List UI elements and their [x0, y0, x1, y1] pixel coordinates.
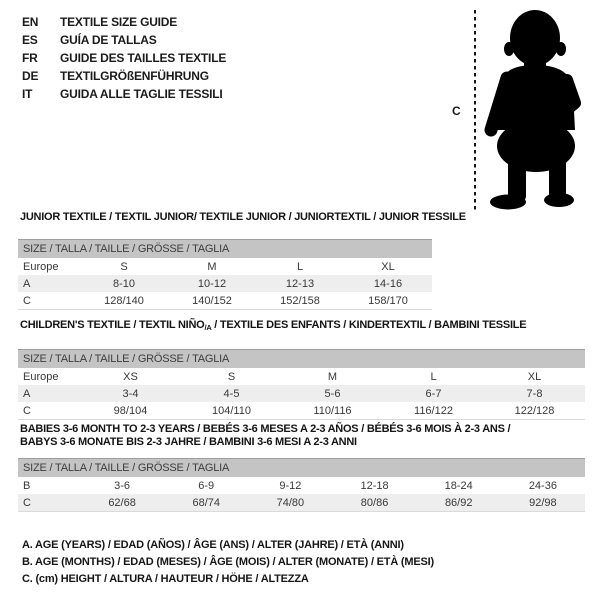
babies-table-title [20, 423, 585, 449]
row-label: C [23, 294, 31, 307]
height-measure-dashed-line [474, 10, 476, 210]
table-row [18, 477, 585, 494]
footnote-legend [22, 537, 434, 588]
cell: XL [527, 370, 542, 383]
cell: XS [123, 370, 138, 383]
cell: 10-12 [197, 277, 227, 290]
lang-row-fr [22, 49, 226, 67]
table-row [18, 494, 585, 512]
footnote-b: B. AGE (MONTHS) / EDAD (MESES) / ÂGE (MOIS) / ALTER (MONATE) / ETÀ (MESI) [22, 556, 434, 568]
cell: 24-36 [528, 479, 557, 492]
cell: 62/68 [108, 496, 136, 509]
row-label: Europe [23, 260, 59, 273]
cell: 80/86 [360, 496, 389, 509]
table-row [18, 385, 585, 402]
lang-title: GUÍA DE TALLAS [60, 33, 157, 47]
cell: 110/116 [313, 404, 352, 417]
cell: 152/158 [280, 294, 320, 307]
title-line-2: BABYS 3-6 MONATE BIS 2-3 JAHRE / BAMBINI 3-6 MESI A 2-3 ANNI [20, 436, 357, 448]
cell: S [227, 370, 236, 383]
babies-textile-table [18, 423, 585, 512]
cell: 8-10 [112, 277, 136, 290]
junior-textile-table [18, 211, 466, 310]
cell: S [120, 260, 128, 273]
cell: 158/170 [368, 294, 408, 307]
cell: 12-13 [285, 277, 315, 290]
size-header-band: SIZE / TALLA / TAILLE / GRÖSSE / TAGLIA [18, 240, 432, 259]
row-label: C [23, 404, 31, 417]
cell: 68/74 [192, 496, 220, 509]
cell: M [327, 370, 338, 383]
cell: 3-4 [122, 387, 139, 400]
lang-code: EN [22, 15, 39, 29]
childrens-table-title [20, 319, 585, 334]
lang-code: DE [22, 69, 39, 83]
row-label: A [23, 277, 31, 290]
cell: 74/80 [276, 496, 305, 509]
row-label: A [23, 387, 31, 400]
cell: 7-8 [526, 387, 543, 400]
cell: 12-18 [360, 479, 389, 492]
cell: 122/128 [514, 404, 555, 417]
lang-row-de [22, 67, 226, 85]
cell: XL [381, 260, 395, 273]
table-row [18, 258, 432, 275]
cell: 98/104 [113, 404, 148, 417]
size-header-band: SIZE / TALLA / TAILLE / GRÖSSE / TAGLIA [18, 350, 585, 369]
babies-size-table [18, 458, 585, 512]
cell: 5-6 [324, 387, 341, 400]
childrens-textile-table [18, 319, 585, 420]
footnote-a: A. AGE (YEARS) / EDAD (AÑOS) / ÂGE (ANS) / ALTER (JAHRE) / ETÀ (ANNI) [22, 539, 404, 551]
cell: 104/110 [212, 404, 251, 417]
title-text: / TEXTILE DES ENFANTS / KINDERTEXTIL / BAMBINI TESSILE [211, 319, 527, 331]
cell: L [296, 260, 304, 273]
lang-row-it [22, 85, 226, 103]
lang-title: TEXTILE SIZE GUIDE [60, 15, 178, 29]
cell: 128/140 [104, 294, 144, 307]
table-row [18, 292, 432, 310]
cell: 14-16 [373, 277, 403, 290]
lang-title: TEXTILGRÖßENFÜHRUNG [60, 69, 209, 83]
cell: 86/92 [444, 496, 473, 509]
baby-height-figure [448, 6, 598, 212]
cell: M [207, 260, 217, 273]
lang-row-es [22, 31, 226, 49]
title-subscript: /A [204, 323, 212, 332]
title-text: CHILDREN'S TEXTILE / TEXTIL NIÑO [20, 319, 205, 331]
height-c-label: C [452, 104, 461, 118]
lang-title: GUIDA ALLE TAGLIE TESSILI [60, 87, 223, 101]
baby-silhouette-icon [481, 8, 593, 212]
junior-size-table [18, 239, 432, 310]
cell: 6-7 [425, 387, 442, 400]
lang-row-en [22, 13, 226, 31]
row-label: B [23, 479, 31, 492]
cell: 3-6 [114, 479, 131, 492]
cell: 4-5 [223, 387, 240, 400]
table-row [18, 275, 432, 292]
lang-title: GUIDE DES TAILLES TEXTILE [60, 51, 227, 65]
title-line-1: BABIES 3-6 MONTH TO 2-3 YEARS / BEBÉS 3-6 MESES A 2-3 AÑOS / BÉBÉS 3-6 MOIS À 2-3 ANS / [20, 423, 511, 435]
cell: 140/152 [192, 294, 232, 307]
cell: 116/122 [414, 404, 453, 417]
junior-table-title: JUNIOR TEXTILE / TEXTIL JUNIOR/ TEXTILE JUNIOR / JUNIORTEXTIL / JUNIOR TESSILE [20, 211, 466, 223]
lang-code: IT [22, 87, 33, 101]
cell: 9-12 [279, 479, 302, 492]
table-row [18, 368, 585, 385]
childrens-size-table [18, 349, 585, 420]
cell: 18-24 [444, 479, 473, 492]
size-header-band: SIZE / TALLA / TAILLE / GRÖSSE / TAGLIA [18, 459, 585, 478]
lang-code: ES [22, 33, 38, 47]
table-row [18, 402, 585, 420]
cell: 92/98 [529, 496, 557, 509]
row-label: Europe [23, 370, 59, 383]
language-title-list [22, 13, 226, 103]
lang-code: FR [22, 51, 38, 65]
cell: 6-9 [198, 479, 215, 492]
footnote-c: C. (cm) HEIGHT / ALTURA / HAUTEUR / HÖHE / ALTEZZA [22, 573, 309, 585]
row-label: C [23, 496, 31, 509]
cell: L [430, 370, 437, 383]
